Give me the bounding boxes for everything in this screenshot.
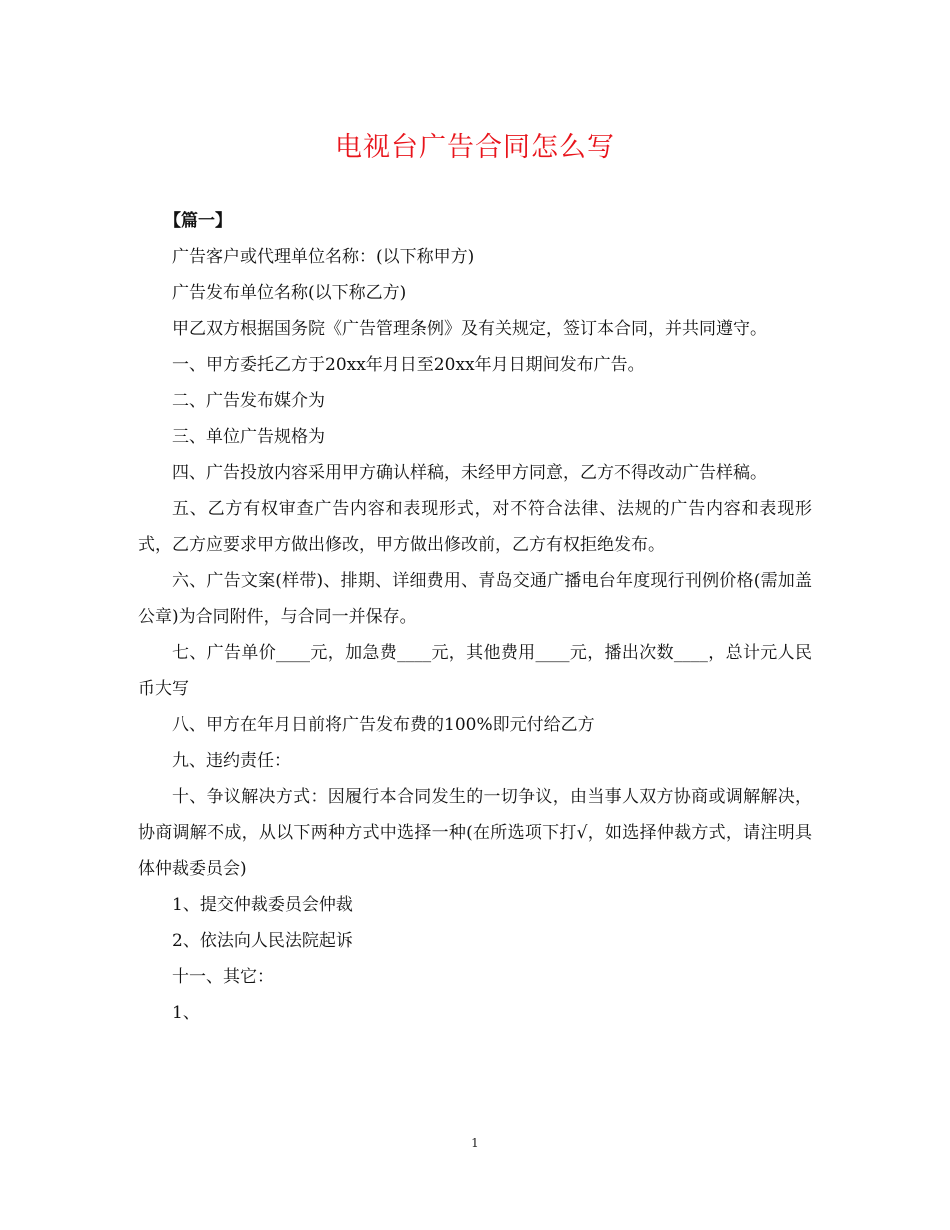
clause-10: 十、争议解决方式：因履行本合同发生的一切争议，由当事人双方协商或调解解决，协商调解不成，从以下两种方式中选择一种(在所选项下打√，如选择仲裁方式，请注明具体仲裁委员会) bbox=[138, 787, 812, 879]
page-number: 1 bbox=[471, 1136, 479, 1150]
paragraph-party-b: 广告发布单位名称(以下称乙方) bbox=[172, 283, 407, 303]
clause-5: 五、乙方有权审查广告内容和表现形式，对不符合法律、法规的广告内容和表现形式，乙方应要求甲方做出修改，甲方做出修改前，乙方有权拒绝发布。 bbox=[138, 499, 812, 555]
clause-11: 十一、其它： bbox=[172, 967, 274, 987]
option-arbitration: 1、提交仲裁委员会仲裁 bbox=[172, 895, 353, 915]
option-court: 2、依法向人民法院起诉 bbox=[172, 931, 353, 951]
clause-4: 四、广告投放内容采用甲方确认样稿，未经甲方同意，乙方不得改动广告样稿。 bbox=[172, 463, 767, 483]
clause-8: 八、甲方在年月日前将广告发布费的100%即元付给乙方 bbox=[172, 715, 595, 735]
document-title: 电视台广告合同怎么写 bbox=[335, 132, 615, 163]
paragraph-party-a: 广告客户或代理单位名称：(以下称甲方) bbox=[172, 247, 475, 267]
clause-7: 七、广告单价____元，加急费____元，其他费用____元，播出次数____，总计元人民币大写 bbox=[138, 643, 812, 699]
clause-6: 六、广告文案(样带)、排期、详细费用、青岛交通广播电台年度现行刊例价格(需加盖公章)为合同附件，与合同一并保存。 bbox=[138, 571, 812, 627]
clause-2: 二、广告发布媒介为 bbox=[172, 391, 325, 411]
clause-3: 三、单位广告规格为 bbox=[172, 427, 325, 447]
document-body bbox=[138, 203, 812, 1031]
clause-1: 一、甲方委托乙方于20xx年月日至20xx年月日期间发布广告。 bbox=[172, 355, 645, 375]
clause-9: 九、违约责任： bbox=[172, 751, 291, 771]
clause-11-item-1: 1、 bbox=[172, 1003, 200, 1023]
paragraph-preamble: 甲乙双方根据国务院《广告管理条例》及有关规定，签订本合同，并共同遵守。 bbox=[172, 319, 767, 339]
section-heading: 【篇一】 bbox=[164, 211, 232, 231]
